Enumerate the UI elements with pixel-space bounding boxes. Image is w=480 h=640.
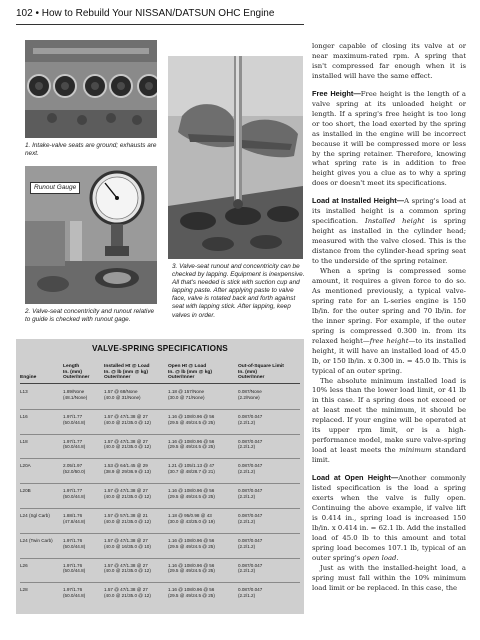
- figure-3-caption: 3. Valve-seat runout and concentricity can be checked by lapping. Equipment is inexpensive. All that's needed is stick with suction cup and lapping paste. After applying paste to valve face, valve is rotated back and forth against seat with lapping stick. After lapping, keep valves in order.: [172, 263, 305, 319]
- table-cell-engine: L26: [20, 562, 28, 568]
- table-cell-square: 0.087/0.047 (2.2/1.2): [238, 413, 263, 425]
- figure-1-photo: [25, 40, 157, 138]
- table-cell-engine: L18: [20, 438, 28, 444]
- table-cell-square: 0.087/0.047 (2.2/1.2): [238, 537, 263, 549]
- open-height-paragraph-1: Load at Open Height—Another commonly listed specification is the load a spring exerts when the valve is fully open. Continuing the above example, if valve lift is 0.414 in., spring load is increased 150 lb/in. x 0.414 in. = 62.1 lb. Add the installed load of 45.0 lb to this amount and total spring load becomes 107.1 lb, typical of an outer spring's open load.: [312, 473, 467, 562]
- table-cell-installed: 1.57 @ 47/1.38 @ 27 (40.0 @ 21/35.0 @ 12): [104, 438, 151, 450]
- table-row-rule: [20, 434, 300, 435]
- body-text-column: [312, 42, 466, 594]
- table-row-rule: [20, 533, 300, 534]
- open-height-heading: Load at Open Height—: [312, 473, 399, 483]
- table-cell-engine: L20B: [20, 488, 31, 494]
- installed-height-heading: Load at Installed Height—: [312, 196, 405, 206]
- table-cell-open: 1.16 @ 108/0.96 @ 56 (29.5 @ 49/24.5 @ 25): [168, 438, 215, 450]
- table-cell-open: 1.16 @ 108/0.96 @ 56 (29.5 @ 49/24.5 @ 25): [168, 413, 215, 425]
- table-row-rule: [20, 458, 300, 459]
- valve-spring-specifications-table: [16, 339, 304, 614]
- table-cell-installed: 1.57 @ 47/1.38 @ 27 (40.0 @ 21/35.0 @ 12): [104, 587, 151, 599]
- table-cell-installed: 1.57 @ 47/1.38 @ 27 (40.0 @ 16/35.0 @ 10): [104, 537, 151, 549]
- table-cell-square: 0.087/0.047 (2.2/1.2): [238, 562, 263, 574]
- table-cell-length: 1.97/1.77 (50.0/44.8): [63, 438, 86, 450]
- table-cell-installed: 1.57 @ 47/1.38 @ 27 (40.0 @ 21/35.0 @ 12): [104, 488, 151, 499]
- table-cell-engine: L28: [20, 587, 28, 593]
- installed-height-paragraph-1: Load at Installed Height—A spring's load at its installed height is a common spring specification. Installed height is spring height as installed in the cylinder head; measured with the valve closed. This is the distance from the cylinder-head spring seat to the underside of the spring retainer.: [312, 196, 467, 266]
- figure-2-caption: 2. Valve-seat concentricity and runout relative to guide is checked with runout gage.: [25, 308, 155, 324]
- table-cell-installed: 1.53 @ 64/1.45 @ 29 (38.9 @ 29/36.9 @ 13): [104, 463, 151, 475]
- free-height-heading: Free Height—: [312, 88, 361, 98]
- column-header-installed-height: Installed Ht @ Load In. @ lb (mm @ kg) Outer/Inner: [104, 364, 150, 381]
- table-cell-square: 0.087/0.047 (2.2/1.2): [238, 438, 263, 450]
- table-cell-engine: L24 (Sgl Carb): [20, 513, 50, 518]
- table-cell-length: 1.97/1.77 (50.0/44.8): [63, 488, 86, 499]
- table-row-rule: [20, 508, 300, 509]
- table-cell-engine: L24 (Twin Carb): [20, 537, 53, 543]
- figure-3-photo: [168, 56, 303, 259]
- table-row-rule: [20, 582, 300, 583]
- table-cell-engine: L13: [20, 389, 28, 394]
- table-cell-length: 1.97/1.76 (50.0/44.8): [63, 587, 86, 599]
- table-cell-length: 2.05/1.97 (52.0/50.0): [63, 463, 86, 475]
- free-height-body: Free height is the length of a valve spring at its unloaded height or length. If a spring's free height is too long or too short, the load exerted by the spring as installed in the engine will be incorrect because it will be compressed more or less by the spring retainer. Therefore, knowing what spring rate is in addition to free height gives you a clue as to why a spring does or doesn't meet its specifications.: [312, 89, 467, 188]
- table-cell-length: 1.88/1.76 (47.8/44.8): [63, 513, 86, 524]
- table-row-rule: [20, 409, 300, 410]
- table-cell-square: 0.087/None (2.2/None): [238, 389, 262, 400]
- table-cell-engine: L16: [20, 413, 28, 419]
- table-header-rule: [20, 383, 300, 384]
- free-height-paragraph: [312, 89, 466, 190]
- runout-gauge-label: Runout Gauge: [30, 182, 80, 194]
- table-row-rule: [20, 483, 300, 484]
- table-cell-square: 0.087/0.047 (2.2/1.2): [238, 513, 263, 524]
- installed-height-paragraph-3: The absolute minimum installed load is 10% less than the lower load limit, or 41 lb in this case. If a spring does not exceed or at least meet the minimum, it should be replaced. If your engine will be operated at its upper rpm limit, or is a high-performance model, make sure valve-spring load at least meets the minimum standard limit.: [312, 376, 466, 465]
- table-cell-open: 1.16 @ 108/0.96 @ 56 (29.5 @ 49/24.5 @ 25): [168, 587, 215, 599]
- table-cell-square: 0.087/0.047 (2.2/1.2): [238, 463, 263, 475]
- table-cell-length: 1.97/1.77 (50.0/44.8): [63, 413, 86, 425]
- running-header-text: 102 • How to Rebuild Your NISSAN/DATSUN OHC Engine: [16, 8, 275, 19]
- table-cell-length: 1.97/1.76 (50.0/44.8): [63, 562, 86, 574]
- table-row-rule: [20, 558, 300, 559]
- table-cell-engine: L20A: [20, 463, 31, 469]
- column-header-open-height: Open Ht @ Load In. @ lb (mm @ kg) Outer/Inner: [168, 364, 213, 381]
- table-cell-open: 1.18 @ 157/None (30.0 @ 71/None): [168, 389, 205, 400]
- column-header-length: Length In. (mm) Outer/Inner: [63, 364, 90, 381]
- table-cell-square: 0.087/0.047 (2.2/1.2): [238, 488, 263, 499]
- table-cell-length: 1.97/1.76 (50.0/44.8): [63, 537, 86, 549]
- table-cell-open: 1.16 @ 108/0.96 @ 56 (29.5 @ 49/24.5 @ 25): [168, 488, 215, 499]
- table-cell-open: 1.21 @ 105/1.13 @ 47 (30.7 @ 48/28.7 @ 21): [168, 463, 215, 475]
- table-cell-installed: 1.57 @ 47/1.38 @ 27 (40.0 @ 21/35.0 @ 12): [104, 562, 151, 574]
- table-title: VALVE-SPRING SPECIFICATIONS: [92, 344, 228, 353]
- column-header-out-of-square: Out-of-Square Limit In. (mm) Outer/Inner: [238, 364, 284, 381]
- table-cell-open: 1.18 @ 95/0.98 @ 43 (30.0 @ 43/25.0 @ 19): [168, 513, 215, 524]
- column-header-engine: Engine: [20, 375, 37, 381]
- table-cell-square: 0.087/0.047 (2.2/1.2): [238, 587, 263, 599]
- table-cell-installed: 1.57 @ 47/1.38 @ 27 (40.0 @ 21/35.0 @ 12): [104, 413, 151, 425]
- table-cell-open: 1.16 @ 108/0.96 @ 56 (29.5 @ 49/24.5 @ 25): [168, 562, 215, 574]
- table-cell-length: 1.89/None (48.1/None): [63, 389, 88, 400]
- table-cell-installed: 1.57 @ 68/None (40.0 @ 31/None): [104, 389, 141, 400]
- table-cell-open: 1.16 @ 108/0.96 @ 56 (29.5 @ 49/24.5 @ 25): [168, 537, 215, 549]
- header-rule: [16, 24, 304, 25]
- table-cell-installed: 1.57 @ 57/1.38 @ 21 (40.0 @ 21/35.0 @ 12): [104, 513, 151, 524]
- intro-paragraph: longer capable of closing its valve at or near maximum-rated rpm. A spring that isn't compressed far enough when it is installed will have the same effect.: [312, 42, 466, 80]
- open-height-paragraph-2: Just as with the installed-height load, a spring must fall within the 10% minimum load limit or be replaced. In this case, the: [312, 563, 466, 592]
- running-header: [16, 8, 304, 25]
- installed-height-paragraph-2: When a spring is compressed some amount, it requires a given force to do so. As mentioned previously, a typical valve-spring rate for an L-series engine is 150 lb/in. for the outer spring and 70 lb/in. for the inner spring. For example, if the outer spring is compressed 0.300 in. from its relaxed height—free height—to its installed height, it will have an installed load of 45.0 lb, or 150 lb/in. x 0.300 in. = 45.0 lb. This is typical of an outer spring.: [312, 267, 466, 375]
- figure-1-caption: 1. Intake-valve seats are ground; exhausts are next.: [25, 142, 157, 158]
